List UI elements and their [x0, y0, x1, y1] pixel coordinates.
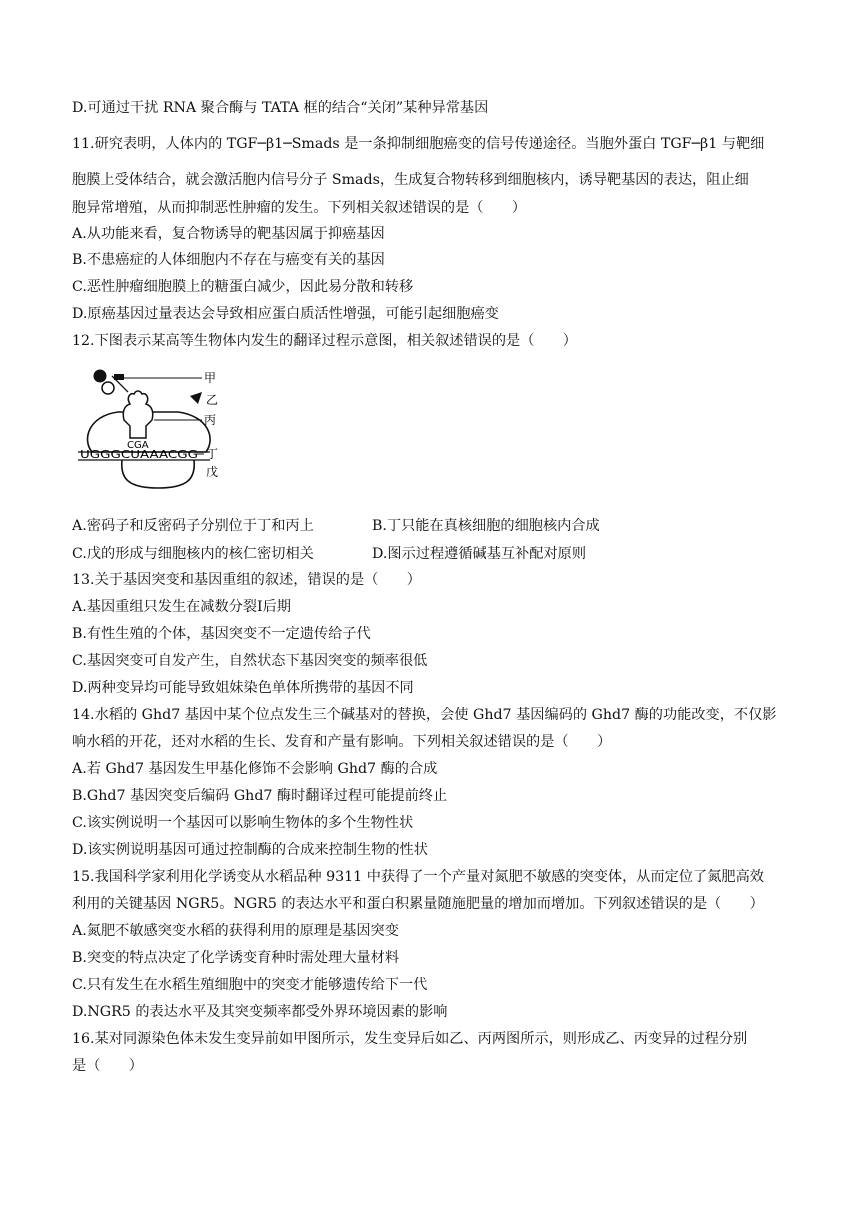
trna [123, 391, 153, 438]
q11-stem-line-3: 胞异常增殖，从而抑制恶性肿瘤的发生。下列相关叙述错误的是（ ） [72, 200, 527, 216]
q12-option-d: D.图示过程遵循碱基互补配对原则 [372, 546, 587, 562]
q16-stem-line-1: 16.某对同源染色体未发生变异前如甲图所示，发生变异后如乙、丙两图所示，则形成乙、丙变异的过程分别 [72, 1031, 748, 1047]
q11-option-d: D.原癌基因过量表达会导致相应蛋白质活性增强，可能引起细胞癌变 [72, 306, 499, 322]
q15-option-b: B.突变的特点决定了化学诱变育种时需处理大量材料 [72, 950, 400, 966]
q13-option-a: A.基因重组只发生在减数分裂Ⅰ后期 [72, 599, 291, 615]
q15-stem-line-2: 利用的关键基因 NGR5。NGR5 的表达水平和蛋白积累量随施肥量的增加而增加。下列叙述错误的是（ ） [72, 896, 764, 912]
label-wu: 戊 [206, 465, 219, 479]
q14-option-a: A.若 Ghd7 基因发生甲基化修饰不会影响 Ghd7 酶的合成 [72, 761, 438, 777]
q14-option-b: B.Ghd7 基因突变后编码 Ghd7 酶时翻译过程可能提前终止 [72, 788, 448, 804]
q15-stem-line-1: 15.我国科学家利用化学诱变从水稻品种 9311 中获得了一个产量对氮肥不敏感的突变体，从而定位了氮肥高效 [72, 869, 764, 885]
label-jia: 甲 [204, 371, 217, 385]
q12-option-b: B.丁只能在真核细胞的细胞核内合成 [372, 518, 600, 534]
q15-option-c: C.只有发生在水稻生殖细胞中的突变才能够遗传给下一代 [72, 977, 428, 993]
q13-option-b: B.有性生殖的个体，基因突变不一定遗传给子代 [72, 626, 371, 642]
amino-acid-3 [114, 374, 124, 380]
q12-stem: 12.下图表示某高等生物体内发生的翻译过程示意图，相关叙述错误的是（ ） [72, 333, 577, 349]
q14-option-c: C.该实例说明一个基因可以影响生物体的多个生物性状 [72, 815, 414, 831]
q11-option-a: A.从功能来看，复合物诱导的靶基因属于抑癌基因 [72, 226, 385, 242]
amino-acid-2 [102, 382, 114, 394]
ribosome-small-subunit [122, 460, 194, 488]
q10-option-d: D.可通过干扰 RNA 聚合酶与 TATA 框的结合“关闭”某种异常基因 [72, 100, 489, 116]
q13-option-d: D.两种变异均可能导致姐妹染色单体所携带的基因不同 [72, 680, 414, 696]
translation-diagram [78, 368, 238, 496]
q13-option-c: C.基因突变可自发产生，自然状态下基因突变的频率很低 [72, 653, 428, 669]
label-bing: 丙 [204, 413, 217, 427]
q12-option-a: A.密码子和反密码子分别位于丁和丙上 [72, 518, 314, 534]
q14-stem-line-2: 响水稻的开花，还对水稻的生长、发育和产量有影响。下列相关叙述错误的是（ ） [72, 734, 612, 750]
q16-stem-line-2: 是（ ） [72, 1058, 143, 1074]
q11-option-b: B.不患癌症的人体细胞内不存在与癌变有关的基因 [72, 252, 385, 268]
q14-option-d: D.该实例说明基因可通过控制酶的合成来控制生物的性状 [72, 842, 428, 858]
q15-option-d: D.NGR5 的表达水平及其突变频率都受外界环境因素的影响 [72, 1004, 448, 1020]
translation-diagram-svg [78, 368, 238, 496]
q15-option-a: A.氮肥不敏感突变水稻的获得利用的原理是基因突变 [72, 923, 399, 939]
q11-option-c: C.恶性肿瘤细胞膜上的糖蛋白减少，因此易分散和转移 [72, 279, 414, 295]
q11-stem-line-2: 胞膜上受体结合，就会激活胞内信号分子 Smads，生成复合物转移到细胞核内，诱导靶基因的表达，阻止细 [72, 172, 749, 188]
label-yi: 乙 [206, 393, 219, 407]
q13-stem: 13.关于基因突变和基因重组的叙述，错误的是（ ） [72, 572, 421, 588]
amino-acid-1 [94, 370, 107, 383]
mrna-sequence: UGGGCUAAACGG [80, 449, 198, 461]
q11-stem-line-1: 11.研究表明，人体内的 TGF─β1─Smads 是一条抑制细胞癌变的信号传递途径。当胞外蛋白 TGF─β1 与靶细 [72, 136, 765, 152]
q12-option-c: C.戊的形成与细胞核内的核仁密切相关 [72, 546, 314, 562]
anticodon: CGA [127, 440, 149, 451]
yi-molecule [190, 392, 202, 404]
label-ding: 丁 [206, 447, 219, 461]
q14-stem-line-1: 14.水稻的 Ghd7 基因中某个位点发生三个碱基对的替换，会使 Ghd7 基因编码的 Ghd7 酶的功能改变，不仅影 [72, 707, 777, 723]
